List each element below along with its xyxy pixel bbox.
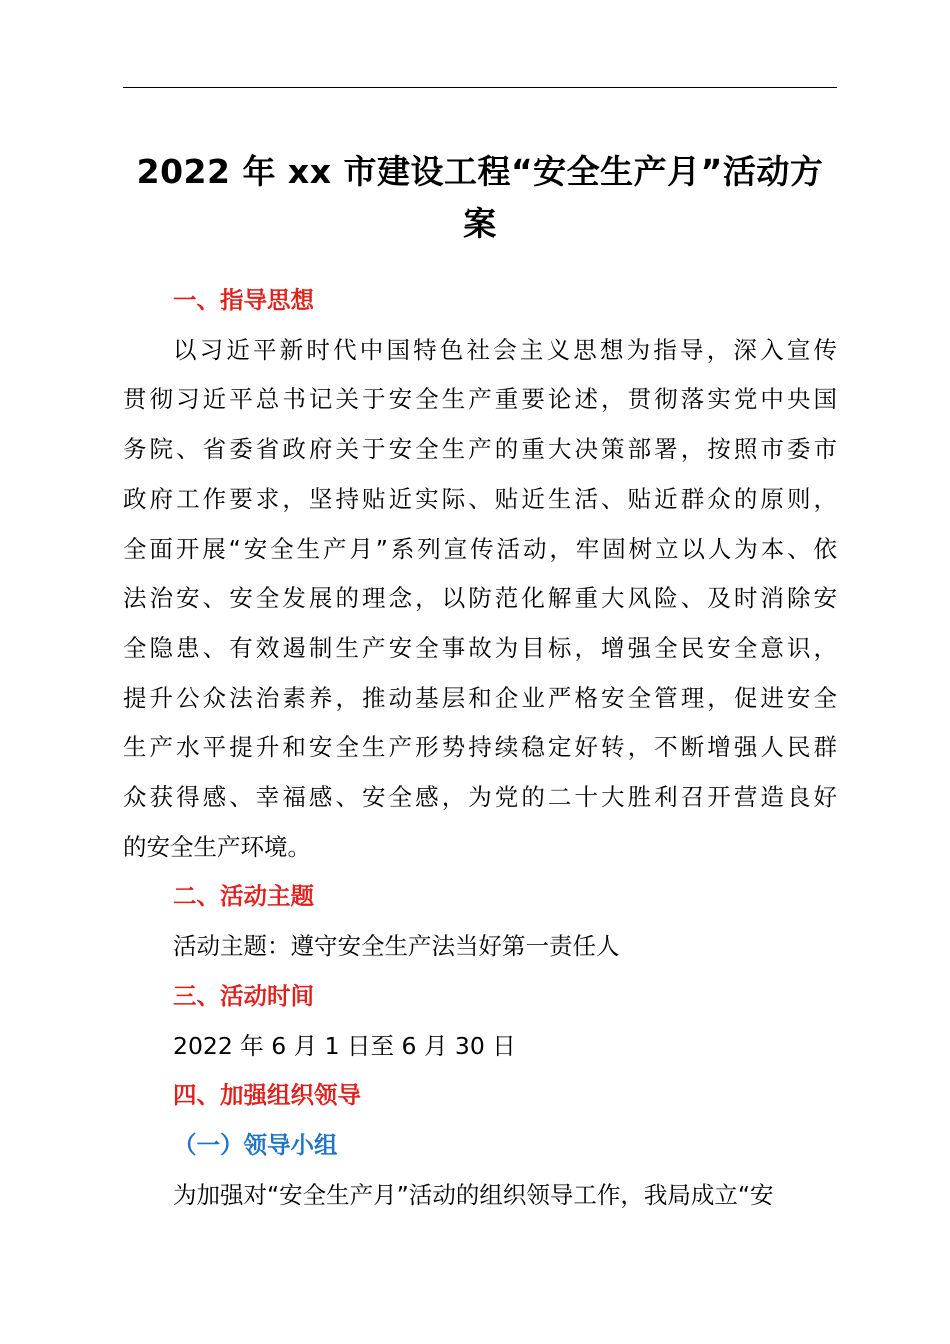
- subheading-leading-group: （一）领导小组: [173, 1130, 338, 1159]
- activity-time-text: 2022 年 6 月 1 日至 6 月 30 日: [173, 1031, 516, 1060]
- title-spacer: [123, 250, 837, 276]
- paragraph-line: 贯彻习近平总书记关于安全生产重要论述，贯彻落实党中央国: [123, 385, 837, 414]
- activity-theme-text: 活动主题：遵守安全生产法当好第一责任人: [173, 932, 620, 961]
- paragraph-line: 政府工作要求，坚持贴近实际、贴近生活、贴近群众的原则，: [123, 484, 837, 513]
- document-title: [123, 146, 837, 250]
- section-heading-activity-theme: 二、活动主题: [173, 882, 314, 911]
- guiding-ideology-paragraph: [123, 326, 837, 873]
- leading-group-text: 为加强对“安全生产月”活动的组织领导工作，我局成立“安: [173, 1180, 774, 1209]
- paragraph-line: 以习近平新时代中国特色社会主义思想为指导，深入宣传: [173, 335, 837, 364]
- section-heading-activity-time: 三、活动时间: [173, 981, 314, 1010]
- section-heading-organization: 四、加强组织领导: [173, 1081, 361, 1110]
- paragraph-line: 法治安、安全发展的理念，以防范化解重大风险、及时消除安: [123, 584, 837, 613]
- paragraph-line: 全面开展“安全生产月”系列宣传活动，牢固树立以人为本、依: [123, 534, 837, 563]
- document-page: [123, 146, 837, 1220]
- paragraph-line: 务院、省委省政府关于安全生产的重大决策部署，按照市委市: [123, 435, 837, 464]
- section-heading-guiding-ideology: 一、指导思想: [173, 286, 314, 314]
- header-rule: [123, 87, 837, 88]
- title-line-2: 案: [463, 204, 497, 243]
- paragraph-line: 提升公众法治素养，推动基层和企业严格安全管理，促进安全: [123, 683, 837, 712]
- title-line-1: 2022 年 xx 市建设工程“安全生产月”活动方: [136, 152, 824, 191]
- paragraph-line: 的安全生产环境。: [123, 832, 311, 861]
- paragraph-line: 生产水平提升和安全生产形势持续稳定好转，不断增强人民群: [123, 733, 837, 762]
- paragraph-line: 全隐患、有效遏制生产安全事故为目标，增强全民安全意识，: [123, 633, 837, 662]
- paragraph-line: 众获得感、幸福感、安全感，为党的二十大胜利召开营造良好: [123, 783, 837, 812]
